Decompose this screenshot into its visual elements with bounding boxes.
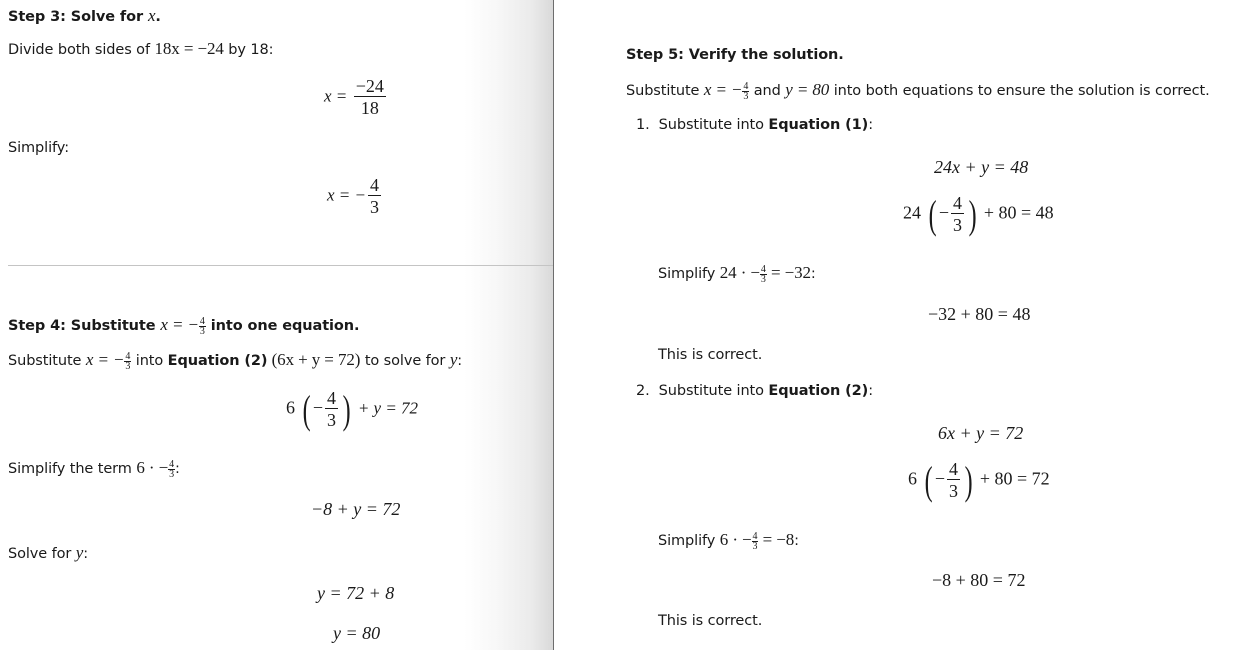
equation-reference: Equation (2) — [167, 353, 268, 369]
step3-equation-fraction — [324, 76, 388, 119]
intro-math-x: x = − — [703, 80, 743, 99]
label-prefix: Substitute into — [658, 383, 769, 399]
step3-heading-var: x — [147, 6, 156, 25]
fraction-denominator: 3 — [752, 540, 758, 552]
verify-item-1-simplify — [658, 263, 816, 284]
step4-equation-4: y = 80 — [333, 623, 381, 643]
fraction — [354, 76, 386, 119]
simplify-end: : — [794, 533, 799, 549]
right-solution-panel — [554, 0, 1243, 650]
step4-heading-math: x = − — [160, 315, 199, 334]
coefficient: 6 — [286, 397, 295, 418]
verify-item-2-equation: 6x + y = 72 — [938, 423, 1024, 443]
intro-and: and — [749, 83, 786, 99]
intro-end: : — [457, 353, 463, 369]
step5-heading: Step 5: Verify the solution. — [626, 47, 844, 63]
fraction — [951, 193, 964, 236]
equation-rest: + y = 72 — [357, 398, 419, 418]
small-fraction — [168, 460, 175, 479]
fraction-denominator: 3 — [169, 468, 174, 480]
verify-item-1-result: −32 + 80 = 48 — [928, 304, 1031, 324]
fraction-numerator: 4 — [743, 80, 749, 92]
step4-intro — [8, 350, 462, 371]
fraction-denominator: 3 — [370, 197, 379, 217]
intro-equation: (6x + y = 72) — [267, 350, 361, 369]
simplify-result: = −8 — [758, 530, 795, 549]
step3-intro — [8, 39, 273, 59]
simplify-end: : — [174, 461, 180, 477]
fraction-numerator: 4 — [199, 315, 205, 327]
step4-heading-prefix: Step 4: Substitute — [8, 318, 161, 334]
fraction-numerator: 4 — [326, 388, 336, 408]
simplify-prefix: Simplify the term — [8, 461, 137, 477]
fraction-numerator: 4 — [952, 193, 962, 213]
fraction-denominator: 3 — [199, 325, 205, 337]
equation-reference: Equation (1) — [768, 117, 869, 133]
intro-prefix: Substitute — [8, 353, 86, 369]
intro-prefix: Substitute — [626, 83, 704, 99]
solve-var: y — [75, 543, 84, 562]
equation-rest: + 80 = 72 — [979, 468, 1050, 489]
step3-heading: Step 3: Solve for x. — [8, 6, 161, 25]
verify-item-1-conclusion: This is correct. — [658, 347, 763, 363]
step4-heading — [8, 315, 359, 336]
intro-suffix: to solve for — [360, 353, 450, 369]
step4-substitution-equation: 6 ( − $\frac{4}{3}$ ) + y = 72 — [286, 386, 419, 432]
verify-item-1-substitution: 24 ( − $\frac{4}{3}$ ) + 80 = 48 — [903, 191, 1054, 237]
step3-intro-suffix: by 18: — [223, 42, 274, 58]
verify-item-2-label — [636, 383, 873, 399]
simplify-prefix: Simplify — [658, 533, 720, 549]
fraction — [325, 388, 338, 431]
list-number: 1. — [636, 117, 650, 133]
fraction-denominator: 3 — [743, 90, 749, 102]
fraction — [368, 175, 381, 218]
fraction-denominator: 3 — [760, 273, 766, 285]
step4-equation-3: y = 72 + 8 — [317, 583, 395, 603]
simplify-math: 24 · − — [719, 263, 760, 282]
simplify-end: : — [810, 266, 816, 282]
coefficient: 24 — [903, 202, 921, 223]
left-paren: ( — [302, 386, 311, 432]
fraction-denominator: 3 — [948, 481, 958, 501]
step3-result-equation — [327, 175, 383, 218]
step3-simplify-label: Simplify: — [8, 140, 69, 156]
left-paren: ( — [928, 191, 937, 237]
step3-intro-math: 18x = −24 — [154, 39, 224, 58]
intro-math-y: y = 80 — [785, 80, 830, 99]
fraction-numerator: 4 — [752, 530, 758, 542]
verify-item-2-substitution: 6 ( − $\frac{4}{3}$ ) + 80 = 72 — [908, 457, 1050, 503]
step3-heading-text: Step 3: Solve for — [8, 9, 148, 25]
verify-item-1-equation: 24x + y = 48 — [934, 157, 1029, 177]
fraction-numerator: 4 — [125, 350, 131, 362]
simplify-math: 6 · − — [136, 458, 169, 477]
step3-intro-prefix: Divide both sides of — [8, 42, 155, 58]
simplify-result: = −32 — [766, 263, 811, 282]
intro-math: x = − — [85, 350, 125, 369]
left-paren: ( — [924, 457, 933, 503]
step4-simplify-term — [8, 458, 180, 479]
label-end: : — [868, 383, 873, 399]
fraction-denominator: 3 — [952, 215, 962, 235]
equation-reference: Equation (2) — [768, 383, 869, 399]
step4-solve-label — [8, 543, 88, 563]
equation-rest: + 80 = 48 — [983, 202, 1054, 223]
simplify-math: 6 · − — [719, 530, 752, 549]
eq-lhs: x = — [324, 86, 348, 106]
label-prefix: Substitute into — [658, 117, 769, 133]
label-end: : — [868, 117, 873, 133]
step4-equation-2: −8 + y = 72 — [311, 499, 401, 519]
left-solution-panel — [0, 0, 554, 650]
intro-suffix: into both equations to ensure the solution is correct. — [829, 83, 1210, 99]
step5-intro — [626, 80, 1210, 101]
eq-lhs: x = − — [327, 185, 366, 205]
fraction-numerator: 4 — [948, 459, 958, 479]
step4-heading-suffix: into one equation. — [205, 318, 360, 334]
right-paren: ) — [342, 386, 351, 432]
solve-prefix: Solve for — [8, 546, 76, 562]
verify-item-2-conclusion: This is correct. — [658, 613, 763, 629]
fraction-denominator: 18 — [360, 98, 379, 118]
fraction-numerator: 4 — [370, 175, 379, 195]
fraction-denominator: 3 — [326, 410, 336, 430]
fraction — [947, 459, 960, 502]
small-fraction — [760, 265, 767, 284]
right-paren: ) — [968, 191, 977, 237]
intro-mid: into — [131, 353, 168, 369]
fraction-numerator: 4 — [169, 458, 174, 470]
fraction-denominator: 3 — [125, 360, 131, 372]
fraction-numerator: −24 — [355, 76, 384, 96]
coefficient: 6 — [908, 468, 917, 489]
verify-item-2-result: −8 + 80 = 72 — [932, 570, 1026, 590]
section-divider — [8, 265, 553, 266]
list-number: 2. — [636, 383, 650, 399]
fraction-numerator: 4 — [760, 263, 766, 275]
verify-item-1-label — [636, 117, 873, 133]
right-paren: ) — [964, 457, 973, 503]
simplify-prefix: Simplify — [658, 266, 720, 282]
solve-end: : — [83, 546, 89, 562]
verify-item-2-simplify — [658, 530, 799, 551]
intro-var: y — [449, 350, 458, 369]
small-fraction — [199, 317, 206, 336]
